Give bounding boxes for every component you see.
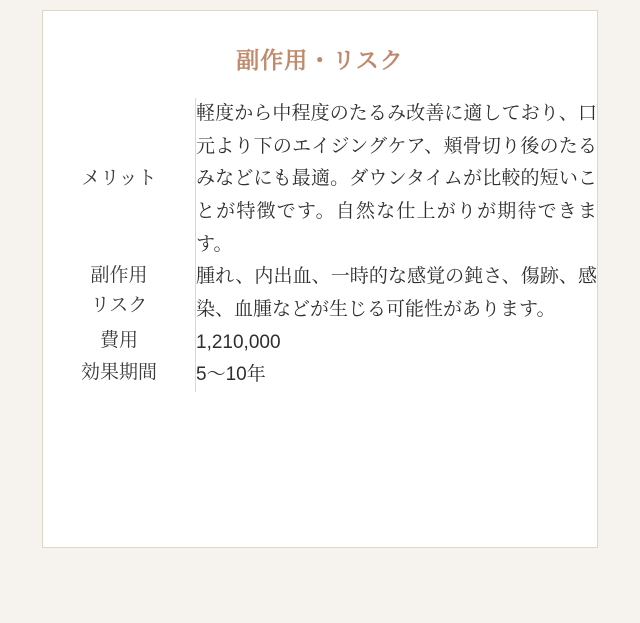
table-row [43, 359, 597, 392]
row-value-duration: 5〜10年 [196, 359, 598, 392]
row-value-merit: 軽度から中程度のたるみ改善に適しており、口元より下のエイジングケア、頬骨切り後のたるみなどにも最適。ダウンタイムが比較的短いことが特徴です。自然な仕上がりが期待できます。 [196, 98, 598, 261]
row-label-side-effects [43, 261, 196, 326]
row-label-cost: 費用 [99, 329, 138, 351]
row-label-duration: 効果期間 [80, 362, 157, 384]
details-table [43, 98, 597, 392]
row-label-merit: メリット [81, 168, 157, 190]
table-row [43, 327, 597, 360]
table-row [43, 261, 597, 326]
card-title: 副作用・リスク [236, 47, 404, 73]
info-card [42, 10, 598, 548]
row-value-side-effects: 腫れ、内出血、一時的な感覚の鈍さ、傷跡、感染、血腫などが生じる可能性があります。 [196, 261, 598, 326]
row-label-side-effects-line2: リスク [90, 294, 148, 316]
table-row [43, 98, 597, 261]
row-label-side-effects-line1: 副作用 [90, 265, 148, 287]
row-value-cost: 1,210,000 [196, 327, 598, 360]
